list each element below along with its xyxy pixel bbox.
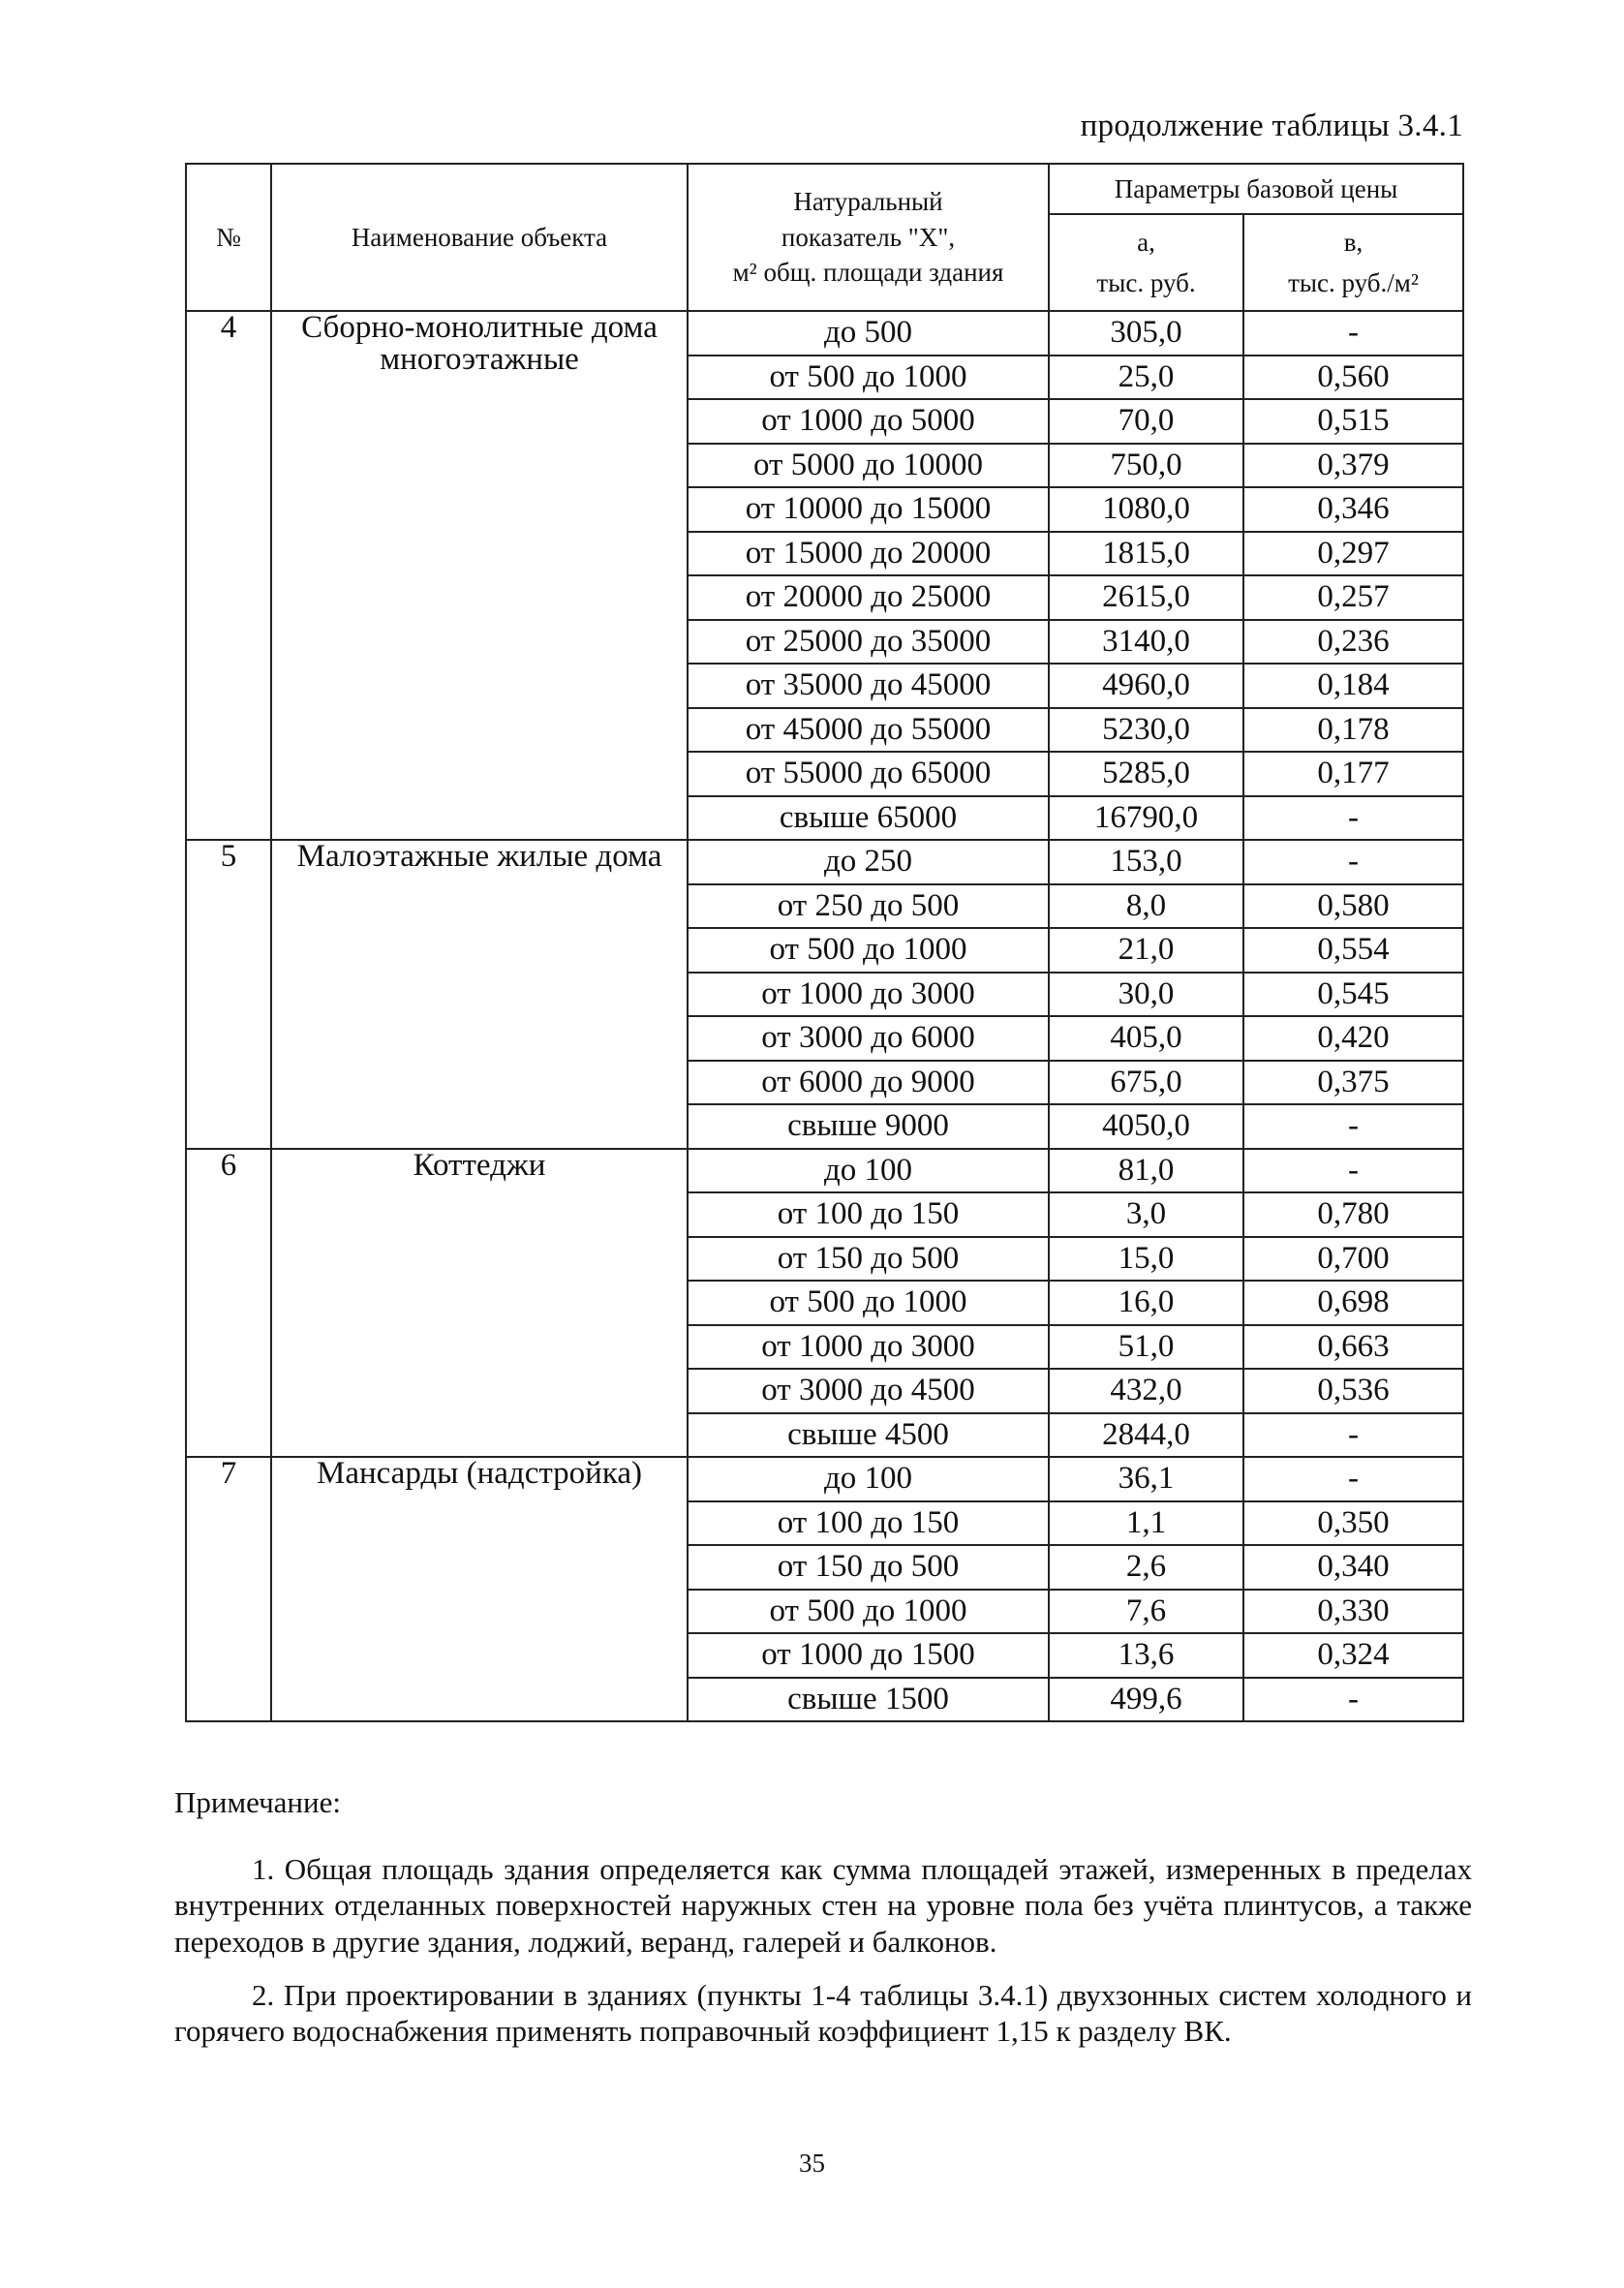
area-range-cell: от 250 до 500 <box>688 884 1049 929</box>
param-a-cell: 153,0 <box>1049 840 1243 884</box>
area-range-cell: от 500 до 1000 <box>688 1281 1049 1325</box>
param-a-cell: 2844,0 <box>1049 1413 1243 1458</box>
area-range-cell: свыше 1500 <box>688 1678 1049 1722</box>
param-b-cell: 0,545 <box>1243 973 1463 1017</box>
area-range-cell: от 150 до 500 <box>688 1237 1049 1282</box>
table-row <box>186 311 1463 356</box>
param-b-cell: - <box>1243 1104 1463 1149</box>
table-row <box>186 1149 1463 1193</box>
param-a-cell: 1080,0 <box>1049 487 1243 532</box>
area-range-cell: свыше 4500 <box>688 1413 1049 1458</box>
param-a-cell: 81,0 <box>1049 1149 1243 1193</box>
area-range-cell: от 6000 до 9000 <box>688 1061 1049 1105</box>
base-price-table <box>185 163 1464 1722</box>
param-b-cell: 0,580 <box>1243 884 1463 929</box>
note-item-2: 2. При проектировании в зданиях (пункты 1-4 таблицы 3.4.1) двухзонных систем холодного и горячего водоснабжения применять поправочный коэффициент 1,15 к разделу ВК. <box>174 1977 1472 2048</box>
header-indicator-line2: показатель "X", <box>781 222 956 252</box>
param-b-cell: 0,330 <box>1243 1590 1463 1634</box>
table-row <box>186 840 1463 884</box>
header-param-b-unit: тыс. руб./м² <box>1288 268 1419 297</box>
param-b-cell: 0,297 <box>1243 532 1463 576</box>
table-header <box>186 164 1463 311</box>
param-a-cell: 30,0 <box>1049 973 1243 1017</box>
table-row <box>186 1457 1463 1501</box>
object-number: 7 <box>186 1457 271 1721</box>
param-a-cell: 3,0 <box>1049 1192 1243 1237</box>
area-range-cell: от 35000 до 45000 <box>688 664 1049 708</box>
param-a-cell: 1,1 <box>1049 1501 1243 1546</box>
param-b-cell: - <box>1243 796 1463 841</box>
param-b-cell: 0,663 <box>1243 1325 1463 1370</box>
param-a-cell: 7,6 <box>1049 1590 1243 1634</box>
param-b-cell: 0,560 <box>1243 356 1463 400</box>
param-b-cell: 0,257 <box>1243 575 1463 620</box>
area-range-cell: от 1000 до 1500 <box>688 1633 1049 1678</box>
notes-section <box>174 1784 1472 2066</box>
param-a-cell: 16790,0 <box>1049 796 1243 841</box>
param-a-cell: 15,0 <box>1049 1237 1243 1282</box>
param-b-cell: 0,379 <box>1243 444 1463 488</box>
param-b-cell: 0,236 <box>1243 620 1463 665</box>
table-body <box>186 311 1463 1721</box>
param-b-cell: - <box>1243 1413 1463 1458</box>
area-range-cell: от 500 до 1000 <box>688 928 1049 973</box>
object-number: 6 <box>186 1149 271 1458</box>
area-range-cell: от 3000 до 4500 <box>688 1369 1049 1413</box>
table-continuation-label: продолжение таблицы 3.4.1 <box>1080 108 1463 143</box>
param-a-cell: 16,0 <box>1049 1281 1243 1325</box>
object-name: Мансарды (надстройка) <box>271 1457 688 1721</box>
area-range-cell: от 3000 до 6000 <box>688 1016 1049 1061</box>
area-range-cell: от 100 до 150 <box>688 1501 1049 1546</box>
param-b-cell: 0,420 <box>1243 1016 1463 1061</box>
param-a-cell: 36,1 <box>1049 1457 1243 1501</box>
param-b-cell: 0,177 <box>1243 752 1463 796</box>
param-b-cell: 0,515 <box>1243 399 1463 444</box>
param-a-cell: 5285,0 <box>1049 752 1243 796</box>
area-range-cell: свыше 65000 <box>688 796 1049 841</box>
object-name: Малоэтажные жилые дома <box>271 840 688 1149</box>
area-range-cell: от 500 до 1000 <box>688 356 1049 400</box>
param-b-cell: 0,324 <box>1243 1633 1463 1678</box>
area-range-cell: свыше 9000 <box>688 1104 1049 1149</box>
param-b-cell: - <box>1243 1457 1463 1501</box>
area-range-cell: до 100 <box>688 1457 1049 1501</box>
header-indicator-line1: Натуральный <box>793 187 943 217</box>
header-param-a <box>1049 214 1243 311</box>
header-object-name: Наименование объекта <box>271 164 688 311</box>
param-a-cell: 499,6 <box>1049 1678 1243 1722</box>
param-a-cell: 432,0 <box>1049 1369 1243 1413</box>
header-param-a-label: а, <box>1137 227 1155 257</box>
param-a-cell: 13,6 <box>1049 1633 1243 1678</box>
area-range-cell: от 150 до 500 <box>688 1545 1049 1590</box>
param-a-cell: 25,0 <box>1049 356 1243 400</box>
header-param-b <box>1243 214 1463 311</box>
param-b-cell: 0,340 <box>1243 1545 1463 1590</box>
object-name: Коттеджи <box>271 1149 688 1458</box>
notes-title: Примечание: <box>174 1785 341 1819</box>
note-item-1: 1. Общая площадь здания определяется как сумма площадей этажей, измеренных в пределах внутренних отделанных поверхностей наружных стен на уровне пола без учёта плинтусов, а также переходов в другие здания, лоджий, веранд, галерей и балконов. <box>174 1852 1472 1959</box>
param-a-cell: 51,0 <box>1049 1325 1243 1370</box>
param-a-cell: 675,0 <box>1049 1061 1243 1105</box>
header-param-b-label: в, <box>1343 227 1364 257</box>
param-b-cell: 0,554 <box>1243 928 1463 973</box>
area-range-cell: от 25000 до 35000 <box>688 620 1049 665</box>
param-a-cell: 1815,0 <box>1049 532 1243 576</box>
param-b-cell: - <box>1243 311 1463 356</box>
param-b-cell: 0,780 <box>1243 1192 1463 1237</box>
param-b-cell: - <box>1243 1678 1463 1722</box>
area-range-cell: от 1000 до 3000 <box>688 1325 1049 1370</box>
header-natural-indicator <box>688 164 1049 311</box>
param-b-cell: 0,346 <box>1243 487 1463 532</box>
area-range-cell: от 1000 до 3000 <box>688 973 1049 1017</box>
param-a-cell: 4050,0 <box>1049 1104 1243 1149</box>
header-indicator-line3: м² общ. площади здания <box>732 258 1004 288</box>
param-a-cell: 8,0 <box>1049 884 1243 929</box>
object-number: 5 <box>186 840 271 1149</box>
param-b-cell: 0,350 <box>1243 1501 1463 1546</box>
area-range-cell: от 55000 до 65000 <box>688 752 1049 796</box>
param-b-cell: 0,184 <box>1243 664 1463 708</box>
area-range-cell: от 1000 до 5000 <box>688 399 1049 444</box>
param-b-cell: 0,698 <box>1243 1281 1463 1325</box>
param-a-cell: 21,0 <box>1049 928 1243 973</box>
param-a-cell: 2,6 <box>1049 1545 1243 1590</box>
area-range-cell: до 100 <box>688 1149 1049 1193</box>
area-range-cell: от 45000 до 55000 <box>688 708 1049 753</box>
param-a-cell: 750,0 <box>1049 444 1243 488</box>
area-range-cell: от 10000 до 15000 <box>688 487 1049 532</box>
header-number: № <box>186 164 271 311</box>
param-b-cell: - <box>1243 1149 1463 1193</box>
area-range-cell: от 5000 до 10000 <box>688 444 1049 488</box>
param-b-cell: 0,536 <box>1243 1369 1463 1413</box>
param-b-cell: 0,375 <box>1243 1061 1463 1105</box>
param-a-cell: 70,0 <box>1049 399 1243 444</box>
param-b-cell: 0,700 <box>1243 1237 1463 1282</box>
param-a-cell: 2615,0 <box>1049 575 1243 620</box>
param-a-cell: 305,0 <box>1049 311 1243 356</box>
area-range-cell: от 100 до 150 <box>688 1192 1049 1237</box>
area-range-cell: до 250 <box>688 840 1049 884</box>
param-a-cell: 5230,0 <box>1049 708 1243 753</box>
object-number: 4 <box>186 311 271 840</box>
param-a-cell: 3140,0 <box>1049 620 1243 665</box>
area-range-cell: до 500 <box>688 311 1049 356</box>
header-param-a-unit: тыс. руб. <box>1096 268 1196 297</box>
area-range-cell: от 15000 до 20000 <box>688 532 1049 576</box>
param-b-cell: - <box>1243 840 1463 884</box>
header-base-price-params: Параметры базовой цены <box>1049 164 1463 214</box>
object-name: Сборно-монолитные дома многоэтажные <box>271 311 688 840</box>
area-range-cell: от 20000 до 25000 <box>688 575 1049 620</box>
param-a-cell: 4960,0 <box>1049 664 1243 708</box>
param-b-cell: 0,178 <box>1243 708 1463 753</box>
param-a-cell: 405,0 <box>1049 1016 1243 1061</box>
area-range-cell: от 500 до 1000 <box>688 1590 1049 1634</box>
page-number: 35 <box>799 2149 825 2178</box>
